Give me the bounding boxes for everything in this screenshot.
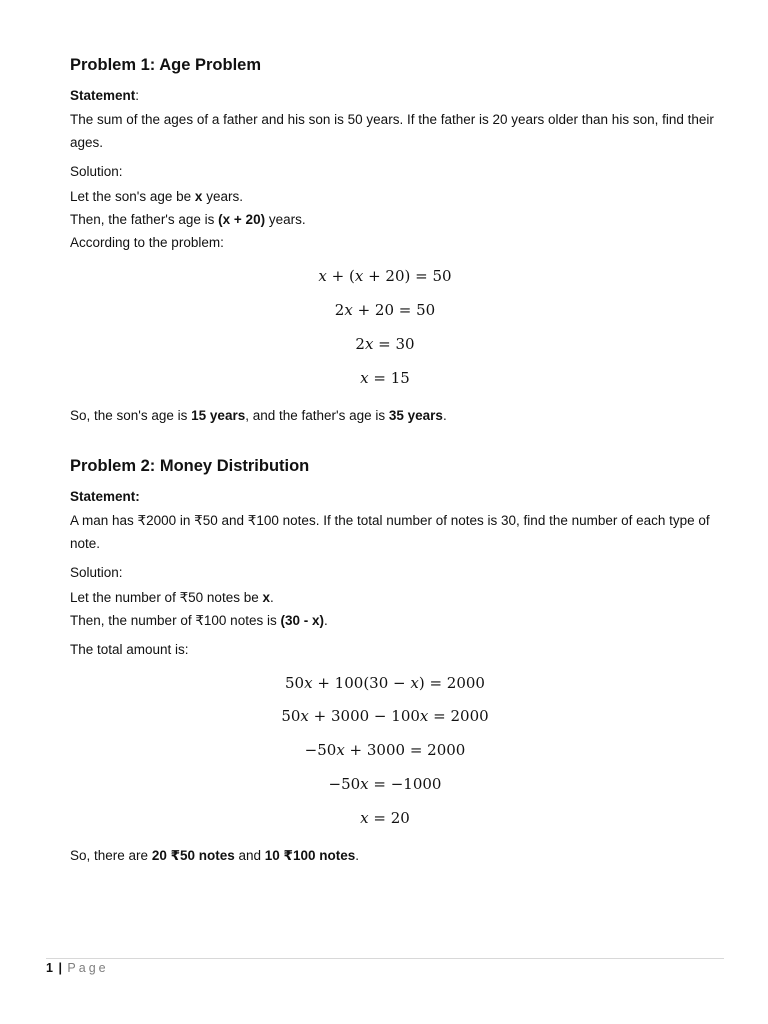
conclusion-bold: 20 ₹50 notes [151, 848, 235, 863]
problem-1-conclusion-text [70, 404, 720, 427]
problem-1-equation-4: x = 15 [360, 369, 410, 387]
problem-1-statement-block [70, 88, 720, 103]
conclusion-text: , and the father's age is [245, 408, 389, 423]
problem-2-statement-block [70, 489, 720, 504]
page-label: Page [67, 961, 109, 975]
problem-1-statement-label [70, 88, 720, 103]
line-text: Then, the number of ₹100 notes is [70, 613, 281, 628]
line-text: . [323, 613, 328, 628]
line-text: Then, the father's age is [70, 212, 219, 227]
line-text: years. [265, 212, 306, 227]
line-bold: x [194, 189, 203, 204]
problem-2-equation-4: −50x = −1000 [328, 775, 442, 793]
conclusion-bold: 35 years [388, 408, 443, 423]
conclusion-text: So, the son's age is [70, 408, 192, 423]
problem-2-solution-label-block [70, 565, 720, 580]
problem-2-line-1 [70, 586, 720, 609]
statement-label-colon: : [135, 88, 140, 103]
conclusion-bold: 15 years [191, 408, 246, 423]
line-bold: (30 - x) [280, 613, 324, 628]
problem-1-statement [70, 108, 720, 154]
problem-1-line-2 [70, 208, 720, 231]
problem-1-equation-1: x + (x + 20) = 50 [318, 267, 452, 285]
problem-1-title: Problem 1: Age Problem [70, 56, 262, 74]
conclusion-text: . [355, 848, 359, 863]
page-footer [46, 961, 109, 975]
problem-2-line-3: The total amount is: [70, 642, 189, 657]
problem-2-statement-text: A man has ₹2000 in ₹50 and ₹100 notes. If the total number of notes is 30, find the number of each type of note. [70, 513, 710, 551]
problem-2-equation-3: −50x + 3000 = 2000 [304, 741, 466, 759]
line-bold: (x + 20) [218, 212, 266, 227]
problem-1-line-1 [70, 185, 720, 208]
line-text: years. [202, 189, 243, 204]
problem-2-title: Problem 2: Money Distribution [70, 457, 310, 475]
conclusion-text: So, there are [70, 848, 152, 863]
problem-1-line-3: According to the problem: [70, 235, 224, 250]
problem-2-line-2 [70, 609, 720, 632]
problem-2-conclusion [70, 844, 720, 867]
problem-2-solution-label: Solution: [70, 565, 123, 580]
problem-1-section [70, 56, 720, 75]
problem-1-solution-label: Solution: [70, 164, 123, 179]
problem-2-statement [70, 509, 720, 555]
problem-1-equation-2: 2x + 20 = 50 [334, 301, 436, 319]
problem-2-section [70, 457, 720, 476]
problem-1-solution-label-block [70, 164, 720, 179]
footer-separator: | [58, 961, 62, 975]
line-text: Let the number of ₹50 notes be [70, 590, 263, 605]
problem-1-solution-lines [70, 185, 720, 254]
footer-divider [46, 958, 724, 959]
problem-2-conclusion-text [70, 844, 720, 867]
line-bold: x [262, 590, 270, 605]
statement-label-text: Statement [70, 88, 136, 103]
conclusion-text: . [442, 408, 447, 423]
conclusion-text: and [234, 848, 265, 863]
problem-2-line-3-block [70, 638, 720, 661]
page-number: 1 [46, 961, 53, 975]
conclusion-bold: 10 ₹100 notes [264, 848, 356, 863]
problem-2-statement-label: Statement: [70, 489, 140, 504]
problem-1-equation-3: 2x = 30 [355, 335, 415, 353]
problem-1-conclusion [70, 404, 720, 427]
problem-2-equation-5: x = 20 [360, 809, 410, 827]
problem-2-equation-1: 50x + 100(30 − x) = 2000 [285, 674, 485, 692]
line-text: . [269, 590, 274, 605]
problem-1-statement-text: The sum of the ages of a father and his son is 50 years. If the father is 20 years older than his son, find their ages. [70, 112, 714, 150]
problem-2-solution-lines [70, 586, 720, 632]
problem-2-equation-2: 50x + 3000 − 100x = 2000 [281, 707, 489, 725]
line-text: Let the son's age be [70, 189, 195, 204]
